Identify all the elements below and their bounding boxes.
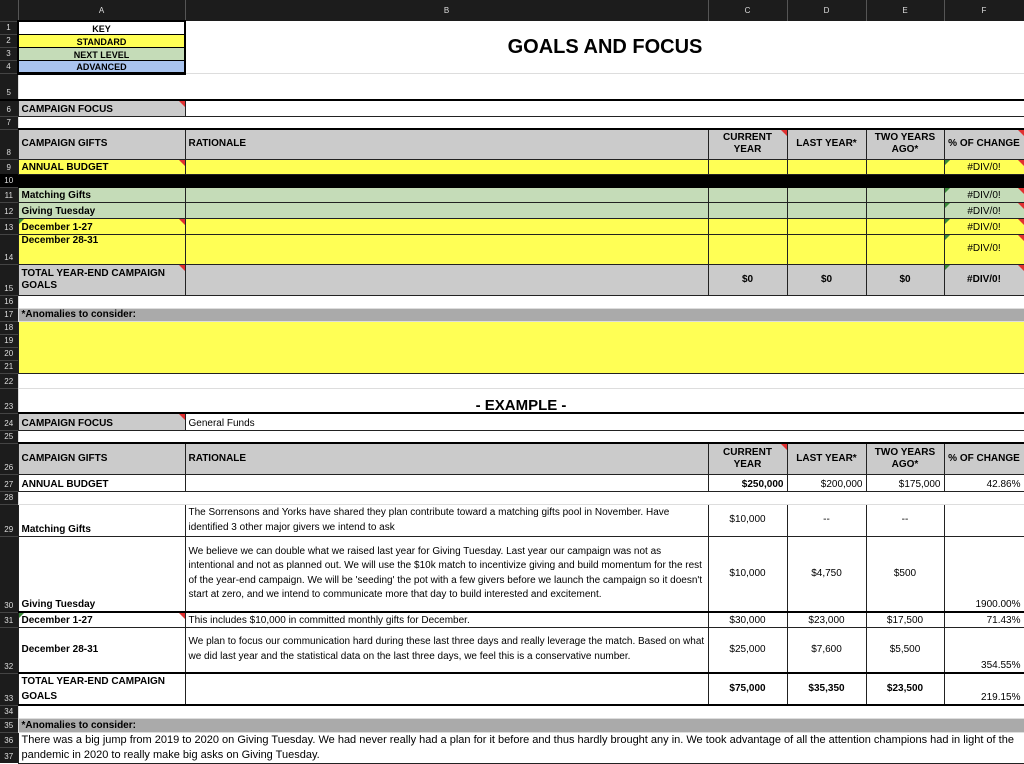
row-header[interactable]: 32: [0, 627, 18, 673]
total-label[interactable]: TOTAL YEAR-END CAMPAIGN GOALS: [18, 264, 185, 295]
key-title[interactable]: KEY: [18, 21, 185, 34]
cell[interactable]: [18, 73, 1024, 100]
campaign-focus-value[interactable]: General Funds: [185, 413, 1024, 430]
row-header[interactable]: 7: [0, 116, 18, 129]
change-cell[interactable]: #DIV/0!: [944, 187, 1024, 202]
total-label[interactable]: TOTAL YEAR-END CAMPAIGN GOALS: [18, 673, 185, 705]
row-header[interactable]: 29: [0, 504, 18, 536]
row-header[interactable]: 5: [0, 73, 18, 100]
row-header[interactable]: 22: [0, 373, 18, 388]
row-header[interactable]: 9: [0, 159, 18, 174]
rationale-cell[interactable]: The Sorrensons and Yorks have shared they plan contribute toward a matching gifts pool in November. Have identified 3 other major givers we intend to ask: [185, 504, 708, 536]
cell[interactable]: [18, 373, 1024, 388]
total-last[interactable]: $0: [787, 264, 866, 295]
anomalies-text[interactable]: There was a big jump from 2019 to 2020 on Giving Tuesday. We had never really had a plan for it before and thus hardly brought any in. We took advantage of all the attention champions had in light of the pandemic in 2020 to really make big asks on Giving Tuesday.: [18, 732, 1024, 763]
two-cell[interactable]: [866, 218, 944, 234]
rationale-cell[interactable]: [185, 264, 708, 295]
change-cell[interactable]: #DIV/0!: [944, 202, 1024, 218]
last-cell[interactable]: [787, 159, 866, 174]
row-header[interactable]: 15: [0, 264, 18, 295]
change-cell[interactable]: 42.86%: [944, 474, 1024, 491]
row-header[interactable]: 26: [0, 443, 18, 474]
current-cell[interactable]: [708, 234, 787, 264]
current-cell[interactable]: [708, 218, 787, 234]
row-header[interactable]: 30: [0, 536, 18, 612]
total-current[interactable]: $0: [708, 264, 787, 295]
change-cell[interactable]: 71.43%: [944, 612, 1024, 627]
change-cell[interactable]: #DIV/0!: [944, 234, 1024, 264]
row-header[interactable]: 37: [0, 748, 18, 764]
total-last[interactable]: $35,350: [787, 673, 866, 705]
row-label[interactable]: December 28-31: [18, 234, 185, 264]
rationale-cell[interactable]: [185, 673, 708, 705]
two-cell[interactable]: [866, 234, 944, 264]
row-header[interactable]: 13: [0, 218, 18, 234]
anomalies-label[interactable]: *Anomalies to consider:: [18, 718, 1024, 732]
change-cell[interactable]: 354.55%: [944, 627, 1024, 673]
header-two-years-ago[interactable]: TWO YEARS AGO*: [866, 129, 944, 159]
two-cell[interactable]: [866, 159, 944, 174]
row-label[interactable]: December 1-27: [18, 612, 185, 627]
anomalies-label[interactable]: *Anomalies to consider:: [18, 308, 1024, 321]
row-header[interactable]: 1: [0, 21, 18, 34]
row-header[interactable]: 18: [0, 321, 18, 334]
row-header[interactable]: 21: [0, 360, 18, 373]
example-heading: - EXAMPLE -: [18, 388, 1024, 413]
current-cell[interactable]: $10,000: [708, 504, 787, 536]
row-header[interactable]: 34: [0, 705, 18, 718]
row-header[interactable]: 16: [0, 295, 18, 308]
last-cell[interactable]: [787, 218, 866, 234]
cell[interactable]: [18, 705, 1024, 718]
row-label[interactable]: Matching Gifts: [18, 187, 185, 202]
row-header[interactable]: 2: [0, 34, 18, 47]
row-label[interactable]: December 28-31: [18, 627, 185, 673]
row-header[interactable]: 6: [0, 100, 18, 116]
two-cell[interactable]: [866, 187, 944, 202]
change-cell[interactable]: #DIV/0!: [944, 159, 1024, 174]
total-change[interactable]: #DIV/0!: [944, 264, 1024, 295]
row-label[interactable]: Giving Tuesday: [18, 202, 185, 218]
current-cell[interactable]: [708, 187, 787, 202]
key-advanced[interactable]: ADVANCED: [18, 60, 185, 73]
rationale-cell[interactable]: [185, 474, 708, 491]
total-change[interactable]: 219.15%: [944, 673, 1024, 705]
header-campaign-gifts[interactable]: CAMPAIGN GIFTS: [18, 129, 185, 159]
current-cell[interactable]: $25,000: [708, 627, 787, 673]
last-cell[interactable]: $23,000: [787, 612, 866, 627]
row-header[interactable]: 12: [0, 202, 18, 218]
key-standard[interactable]: STANDARD: [18, 34, 185, 47]
column-header-a[interactable]: A: [18, 0, 185, 21]
column-header-e[interactable]: E: [866, 0, 944, 21]
last-cell[interactable]: $7,600: [787, 627, 866, 673]
cell[interactable]: [18, 116, 1024, 129]
select-all-corner[interactable]: [0, 0, 18, 21]
row-header[interactable]: 23: [0, 388, 18, 413]
header-rationale[interactable]: RATIONALE: [185, 129, 708, 159]
divider-row: [18, 174, 1024, 187]
campaign-focus-input[interactable]: [185, 100, 1024, 116]
row-header[interactable]: 8: [0, 129, 18, 159]
two-cell[interactable]: $500: [866, 536, 944, 612]
header-campaign-gifts[interactable]: CAMPAIGN GIFTS: [18, 443, 185, 474]
rationale-cell[interactable]: [185, 234, 708, 264]
row-header[interactable]: 35: [0, 718, 18, 732]
row-header[interactable]: 33: [0, 673, 18, 705]
rationale-cell[interactable]: [185, 218, 708, 234]
last-cell[interactable]: [787, 234, 866, 264]
row-header[interactable]: 36: [0, 732, 18, 748]
page-title[interactable]: GOALS AND FOCUS: [507, 35, 703, 58]
total-two[interactable]: $23,500: [866, 673, 944, 705]
cell[interactable]: [18, 491, 1024, 504]
header-current-year[interactable]: CURRENT YEAR: [708, 129, 787, 159]
row-header[interactable]: 17: [0, 308, 18, 321]
row-header[interactable]: 25: [0, 430, 18, 443]
rationale-cell[interactable]: We believe we can double what we raised last year for Giving Tuesday. Last year our campaign was not as intentional and not as planned out. We will use the $10k match to incentivize giving and build momentum for the rest of the year-end campaign. We will be 'seeding' the pot with a few givers before we launch the campaign so it doesn't start at zero, and we intend to communicate more that day to build interested and excitement.: [185, 536, 708, 612]
header-percent-change[interactable]: % OF CHANGE: [944, 129, 1024, 159]
key-next-level[interactable]: NEXT LEVEL: [18, 47, 185, 60]
change-cell[interactable]: #DIV/0!: [944, 218, 1024, 234]
rationale-cell[interactable]: [185, 187, 708, 202]
row-label[interactable]: Matching Gifts: [18, 504, 185, 536]
two-cell[interactable]: --: [866, 504, 944, 536]
header-percent-change[interactable]: % OF CHANGE: [944, 443, 1024, 474]
rationale-cell[interactable]: [185, 159, 708, 174]
rationale-cell[interactable]: [185, 202, 708, 218]
row-header[interactable]: 3: [0, 47, 18, 60]
row-header[interactable]: 4: [0, 60, 18, 73]
rationale-cell[interactable]: This includes $10,000 in committed monthly gifts for December.: [185, 612, 708, 627]
column-header-d[interactable]: D: [787, 0, 866, 21]
row-header[interactable]: 24: [0, 413, 18, 430]
row-label[interactable]: ANNUAL BUDGET: [18, 474, 185, 491]
change-cell[interactable]: 1900.00%: [944, 536, 1024, 612]
current-cell[interactable]: [708, 202, 787, 218]
last-cell[interactable]: [787, 202, 866, 218]
row-label[interactable]: Giving Tuesday: [18, 536, 185, 612]
two-cell[interactable]: [866, 202, 944, 218]
two-cell[interactable]: $175,000: [866, 474, 944, 491]
campaign-focus-label[interactable]: CAMPAIGN FOCUS: [18, 100, 185, 116]
cell[interactable]: [18, 430, 1024, 443]
row-header[interactable]: 28: [0, 491, 18, 504]
two-cell[interactable]: $17,500: [866, 612, 944, 627]
header-last-year[interactable]: LAST YEAR*: [787, 443, 866, 474]
last-cell[interactable]: --: [787, 504, 866, 536]
column-header-b[interactable]: B: [185, 0, 708, 21]
row-label[interactable]: ANNUAL BUDGET: [18, 159, 185, 174]
row-header[interactable]: 20: [0, 347, 18, 360]
row-header[interactable]: 31: [0, 612, 18, 627]
current-cell[interactable]: [708, 159, 787, 174]
row-header[interactable]: 14: [0, 234, 18, 264]
change-cell[interactable]: [944, 504, 1024, 536]
last-cell[interactable]: $4,750: [787, 536, 866, 612]
current-cell[interactable]: $250,000: [708, 474, 787, 491]
total-current[interactable]: $75,000: [708, 673, 787, 705]
header-two-years-ago[interactable]: TWO YEARS AGO*: [866, 443, 944, 474]
current-cell[interactable]: $30,000: [708, 612, 787, 627]
row-header[interactable]: 27: [0, 474, 18, 491]
total-two[interactable]: $0: [866, 264, 944, 295]
column-header-f[interactable]: F: [944, 0, 1024, 21]
row-header[interactable]: 11: [0, 187, 18, 202]
rationale-cell[interactable]: We plan to focus our communication hard during these last three days and really leverage the match. Based on what we did last year and the statistical data on the last three days, we feel this is a conservative number.: [185, 627, 708, 673]
current-cell[interactable]: $10,000: [708, 536, 787, 612]
row-header[interactable]: 19: [0, 334, 18, 347]
header-rationale[interactable]: RATIONALE: [185, 443, 708, 474]
last-cell[interactable]: [787, 187, 866, 202]
last-cell[interactable]: $200,000: [787, 474, 866, 491]
column-header-c[interactable]: C: [708, 0, 787, 21]
header-last-year[interactable]: LAST YEAR*: [787, 129, 866, 159]
header-current-year[interactable]: CURRENT YEAR: [708, 443, 787, 474]
row-label[interactable]: December 1-27: [18, 218, 185, 234]
cell[interactable]: [18, 295, 1024, 308]
two-cell[interactable]: $5,500: [866, 627, 944, 673]
anomalies-input[interactable]: [18, 321, 1024, 373]
row-header[interactable]: 10: [0, 174, 18, 187]
campaign-focus-label[interactable]: CAMPAIGN FOCUS: [18, 413, 185, 430]
